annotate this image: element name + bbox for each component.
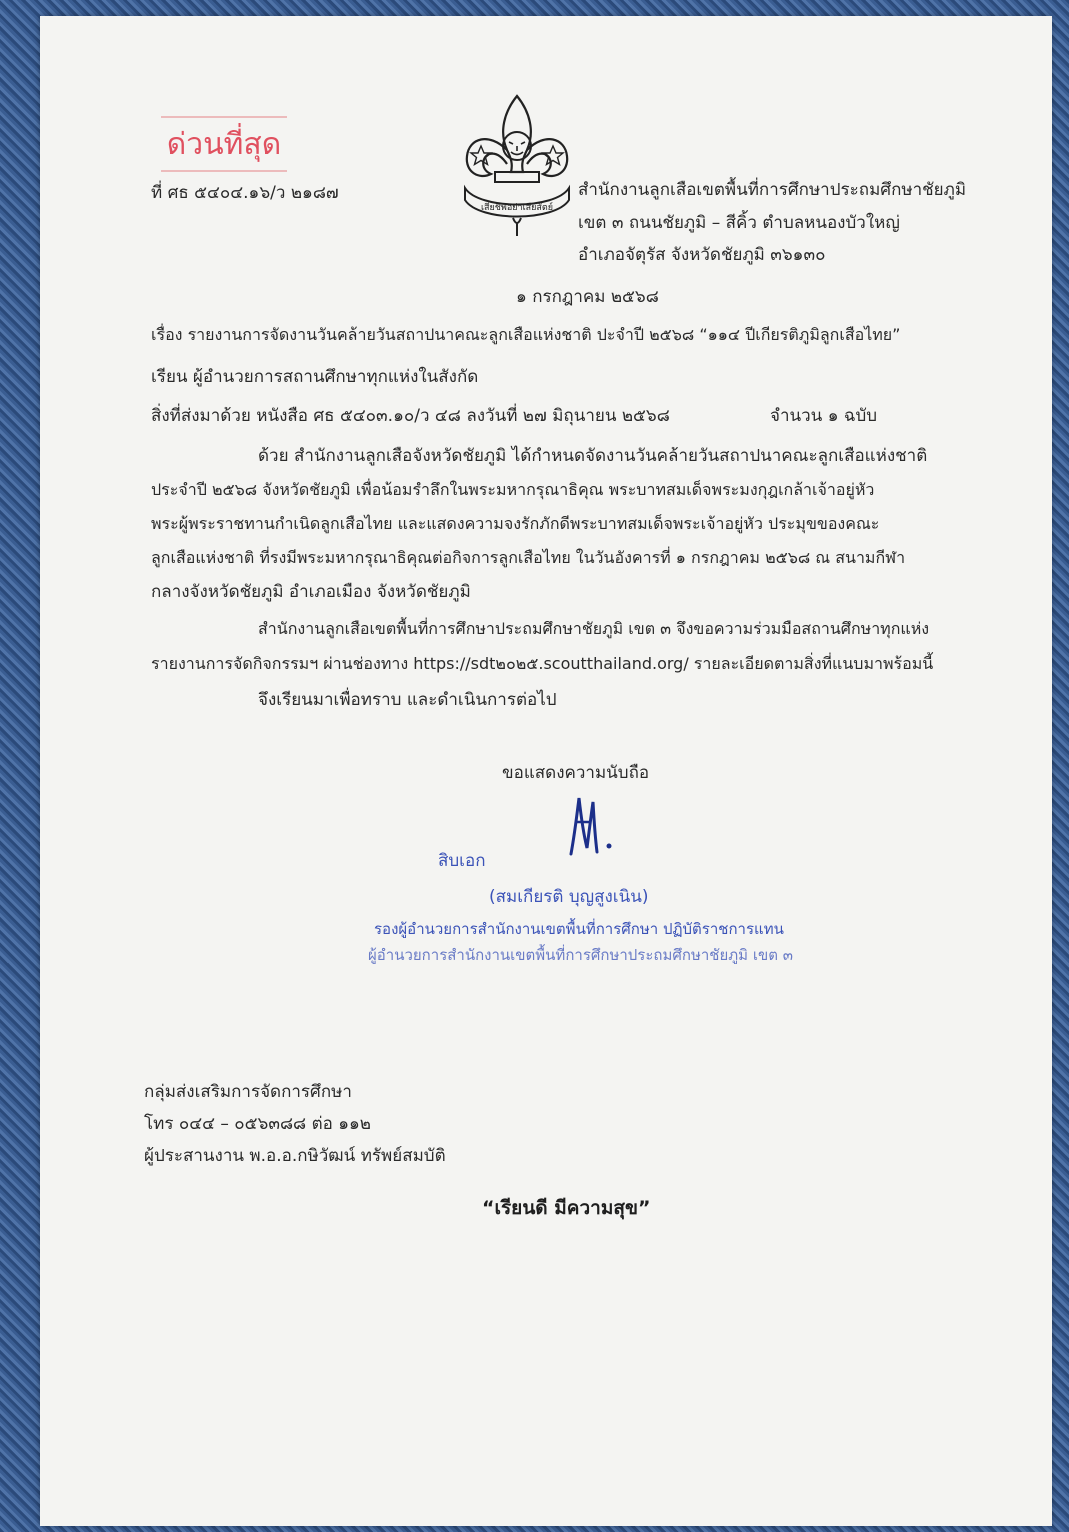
signer-rank: สิบเอก: [438, 851, 486, 871]
signer-position-2: ผู้อำนวยการสำนักงานเขตพื้นที่การศึกษาประถมศึกษาชัยภูมิ เขต ๓: [368, 946, 793, 964]
signer-name: (สมเกียรติ บุญสูงเนิน): [489, 887, 649, 907]
scout-emblem-icon: [459, 92, 575, 242]
handwritten-signature: [561, 792, 621, 862]
body-line: พระผู้พระราชทานกำเนิดลูกเสือไทย และแสดงความจงรักภักดีพระบาทสมเด็จพระเจ้าอยู่หัว ประมุขของคณะ: [151, 514, 880, 533]
body-line: ลูกเสือแห่งชาติ ที่รงมีพระมหากรุณาธิคุณต่อกิจการลูกเสือไทย ในวันอังคารที่ ๑ กรกฎาคม ๒๕๖๘ ณ สนามกีฬา: [151, 548, 906, 567]
document-page: [40, 16, 1052, 1526]
address-line-1: สำนักงานลูกเสือเขตพื้นที่การศึกษาประถมศึกษาชัยภูมิ: [578, 180, 967, 200]
subject-line: เรื่อง รายงานการจัดงานวันคล้ายวันสถาปนาคณะลูกเสือแห่งชาติ ปะจำปี ๒๕๖๘ “๑๑๔ ปีเกียรติภูมิลูกเสือไทย”: [151, 325, 901, 344]
addressee-line: เรียน ผู้อำนวยการสถานศึกษาทุกแห่งในสังกัด: [151, 367, 479, 387]
address-line-3: อำเภอจัตุรัส จังหวัดชัยภูมิ ๓๖๑๓๐: [578, 245, 826, 265]
emblem-motto: เสียชีพอย่าเสียสัตย์: [480, 203, 554, 213]
body-paragraph-3: จึงเรียนมาเพื่อทราบ และดำเนินการต่อไป: [258, 690, 557, 710]
enclosure-text: สิ่งที่ส่งมาด้วย หนังสือ ศธ ๕๔๐๓.๑๐/ว ๔๘ ลงวันที่ ๒๗ มิถุนายน ๒๕๖๘: [151, 406, 670, 426]
body-line: ด้วย สำนักงานลูกเสือจังหวัดชัยภูมิ ได้กำหนดจัดงานวันคล้ายวันสถาปนาคณะลูกเสือแห่งชาติ: [258, 446, 928, 466]
motto: “เรียนดี มีความสุข”: [482, 1197, 651, 1219]
body-line: ประจำปี ๒๕๖๘ จังหวัดชัยภูมิ เพื่อน้อมรำลึกในพระมหากรุณาธิคุณ พระบาทสมเด็จพระมงกุฎเกล้าเจ้าอยู่หัว: [151, 480, 875, 499]
enclosure-count: จำนวน ๑ ฉบับ: [770, 406, 878, 426]
body-line: รายงานการจัดกิจกรรมฯ ผ่านช่องทาง https://sdt๒๐๒๕.scoutthailand.org/ รายละเอียดตามสิ่งที่แนบมาพร้อมนี้: [151, 654, 934, 673]
signer-position-1: รองผู้อำนวยการสำนักงานเขตพื้นที่การศึกษา ปฏิบัติราชการแทน: [374, 920, 784, 938]
urgency-stamp: ด่วนที่สุด: [161, 116, 287, 172]
closing-salutation: ขอแสดงความนับถือ: [502, 763, 650, 783]
contact-phone: โทร ๐๔๔ – ๐๕๖๓๘๘ ต่อ ๑๑๒: [144, 1114, 372, 1134]
contact-department: กลุ่มส่งเสริมการจัดการศึกษา: [144, 1082, 352, 1102]
document-number: ที่ ศธ ๕๔๐๔.๑๖/ว ๒๑๘๗: [151, 183, 339, 203]
contact-coordinator: ผู้ประสานงาน พ.อ.อ.กษิวัฒน์ ทรัพย์สมบัติ: [144, 1146, 446, 1166]
body-line: สำนักงานลูกเสือเขตพื้นที่การศึกษาประถมศึกษาชัยภูมิ เขต ๓ จึงขอความร่วมมือสถานศึกษาทุกแห่ง: [258, 619, 930, 638]
body-line: กลางจังหวัดชัยภูมิ อำเภอเมือง จังหวัดชัยภูมิ: [151, 582, 471, 602]
document-date: ๑ กรกฎาคม ๒๕๖๘: [516, 287, 659, 307]
address-line-2: เขต ๓ ถนนชัยภูมิ – สีคิ้ว ตำบลหนองบัวใหญ่: [578, 213, 900, 233]
